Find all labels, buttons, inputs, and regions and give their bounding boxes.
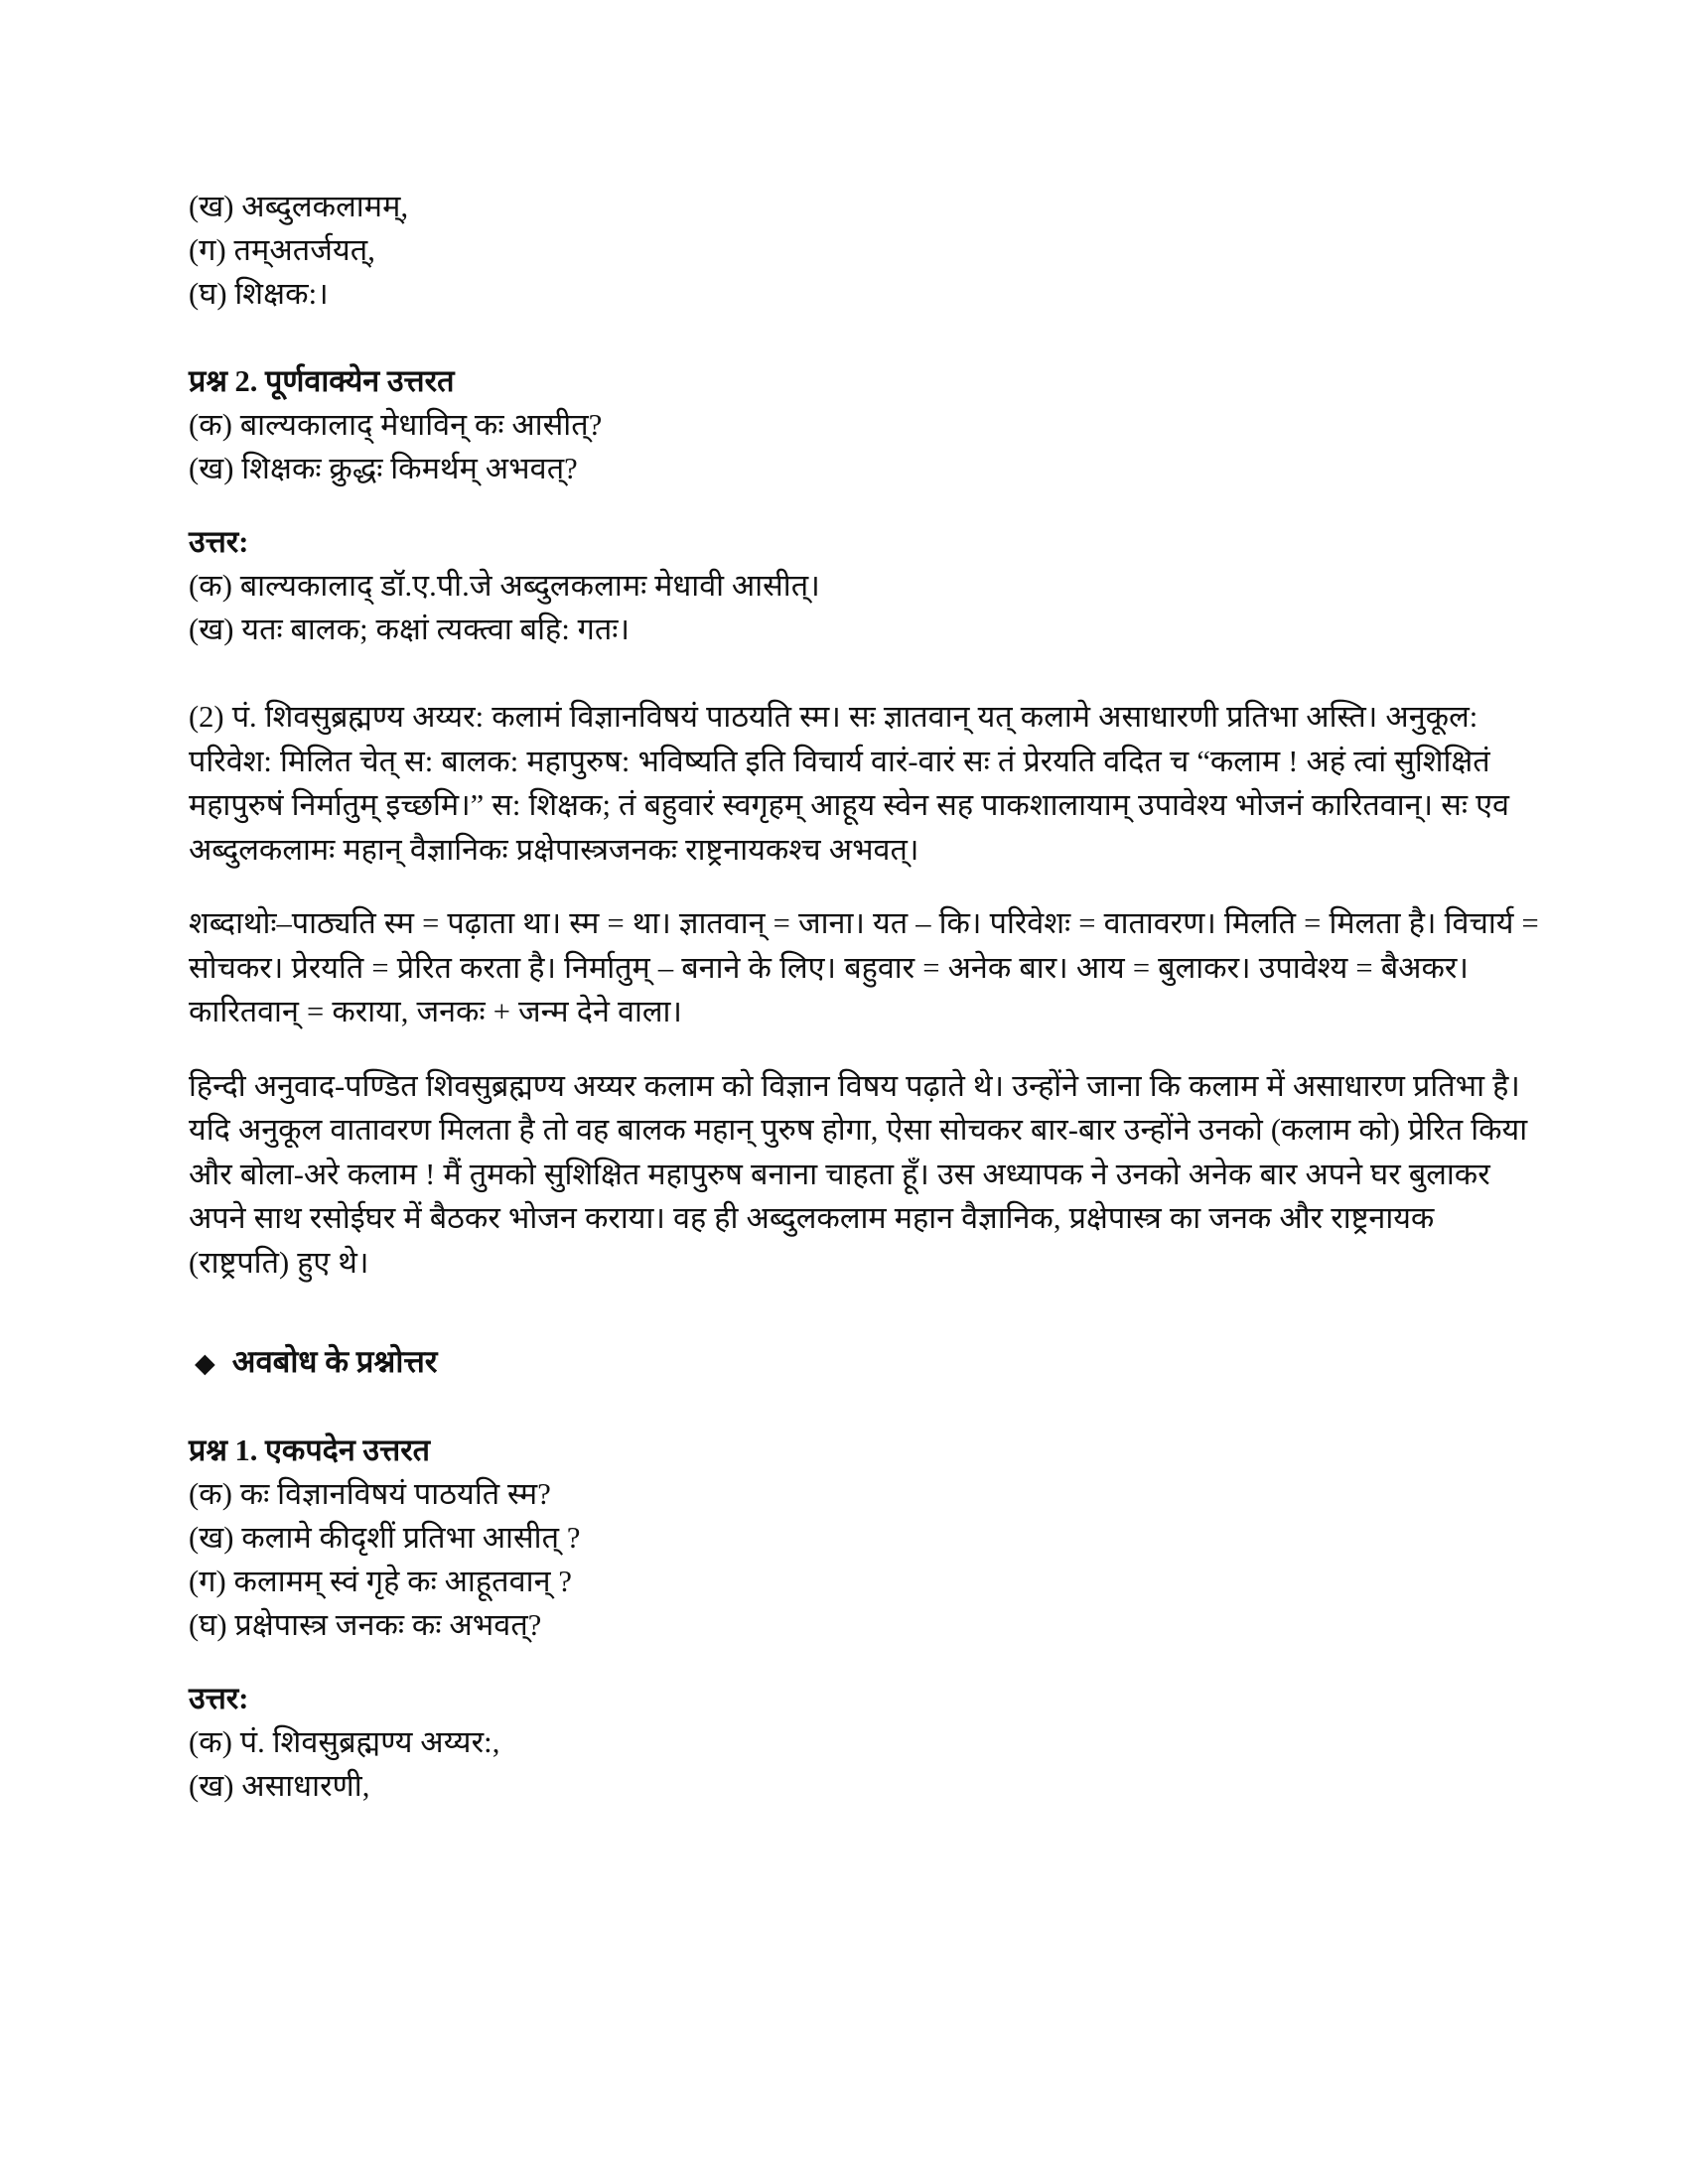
spacer <box>189 1034 1539 1064</box>
list-item: (घ) शिक्षक:। <box>189 277 329 311</box>
spacer <box>189 1647 1539 1677</box>
list-item: (ग) कलामम् स्वं गृहे कः आहूतवान् ? <box>189 1565 572 1598</box>
question-1-heading: प्रश्न 1. एकपदेन उत्तरत <box>189 1433 431 1467</box>
document-body <box>189 185 1547 1808</box>
spacer <box>189 490 1539 520</box>
list-item: (ख) यतः बालक; कक्षां त्यक्त्वा बहि: गतः। <box>189 613 631 646</box>
answer-2-block <box>189 520 1539 651</box>
spacer <box>189 872 1539 901</box>
spacer <box>189 651 1539 695</box>
hindi-translation-text: हिन्दी अनुवाद-पण्डित शिवसुब्रह्मण्य अय्यर कलाम को विज्ञान विषय पढ़ाते थे। उन्होंने जाना कि कलाम में असाधारण प्रतिभा है। यदि अनुकूल वातावरण मिलता है तो वह बालक महान् पुरुष होगा, ऐसा सोचकर बार-बार उन्होंने उनको (कलाम को) प्रेरित किया और बोला-अरे कलाम ! मैं तुमको सुशिक्षित महापुरुष बनाना चाहता हूँ। उस अध्यापक ने उनको अनेक बार अपने घर बुलाकर अपने साथ रसोईघर में बैठकर भोजन कराया। वह ही अब्दुलकलाम महान वैज्ञानिक, प्रक्षेपास्त्र का जनक और राष्ट्रनायक (राष्ट्रपति) हुए थे। <box>189 1068 1536 1280</box>
prev-answers-list <box>189 185 1539 316</box>
spacer <box>189 316 1539 359</box>
list-item: (ख) शिक्षकः क्रुद्धः किमर्थम् अभवत्? <box>189 452 578 485</box>
list-item: (क) पं. शिवसुब्रह्मण्य अय्यर:, <box>189 1725 500 1759</box>
list-item: (घ) प्रक्षेपास्त्र जनकः कः अभवत्? <box>189 1608 542 1642</box>
list-item: (ख) असाधारणी, <box>189 1769 370 1803</box>
word-meanings-text: शब्दाथोः–पाठ्यति स्म = पढ़ाता था। स्म = था। ज्ञातवान् = जाना। यत – कि। परिवेशः = वातावरण। मिलति = मिलता है। विचार्य = सोचकर। प्रेरयति = प्रेरित करता है। निर्मातुम् – बनाने के लिए। बहुवार = अनेक बार। आय = बुलाकर। उपावेश्य = बैअकर। कारितवान् = कराया, जनकः + जन्म देने वाला। <box>189 906 1547 1028</box>
spacer <box>189 1285 1539 1340</box>
list-item: (ख) कलामे कीदृशीं प्रतिभा आसीत् ? <box>189 1521 581 1555</box>
list-item: (क) बाल्यकालाद् डॉ.ए.पी.जे अब्दुलकलामः मेधावी आसीत्। <box>189 569 820 603</box>
question-1-block <box>189 1429 1539 1647</box>
spacer <box>189 1385 1539 1429</box>
list-item: (ग) तम्अतर्जयत्, <box>189 233 375 267</box>
list-item: (क) बाल्यकालाद् मेधाविन् कः आसीत्? <box>189 408 603 442</box>
section-heading-label: अवबोध के प्रश्नोत्तर <box>231 1344 438 1379</box>
section-heading <box>189 1340 1539 1385</box>
question-2-block <box>189 359 1539 490</box>
answer-1-block <box>189 1677 1539 1808</box>
answer-1-heading: उत्तर: <box>189 1682 249 1715</box>
question-2-heading: प्रश्न 2. पूर्णवाक्येन उत्तरत <box>189 364 455 398</box>
diamond-bullet-icon: ◆ <box>195 1348 215 1378</box>
list-item: (क) कः विज्ञानविषयं पाठयति स्म? <box>189 1477 551 1511</box>
passage-2-text: (2) पं. शिवसुब्रह्मण्य अय्यर: कलामं विज्ञानविषयं पाठयति स्म। सः ज्ञातवान् यत् कलामे असाधारणी प्रतिभा अस्ति। अनुकूल: परिवेश: मिलित चेत् स: बालक: महापुरुष: भविष्यति इति विचार्य वारं-वारं सः तं प्रेरयति वदित च “कलाम ! अहं त्वां सुशिक्षितं महापुरुषं निर्मातुम् इच्छमि।” स: शिक्षक; तं बहुवारं स्वगृहम् आहूय स्वेन सह पाकशालायाम् उपावेश्य भोजनं कारितवान्। सः एव अब्दुलकलामः महान् वैज्ञानिकः प्रक्षेपास्त्रजनकः राष्ट्रनायकश्च अभवत्। <box>189 700 1518 867</box>
list-item: (ख) अब्दुलकलामम्, <box>189 190 409 223</box>
answer-2-heading: उत्तर: <box>189 525 249 559</box>
